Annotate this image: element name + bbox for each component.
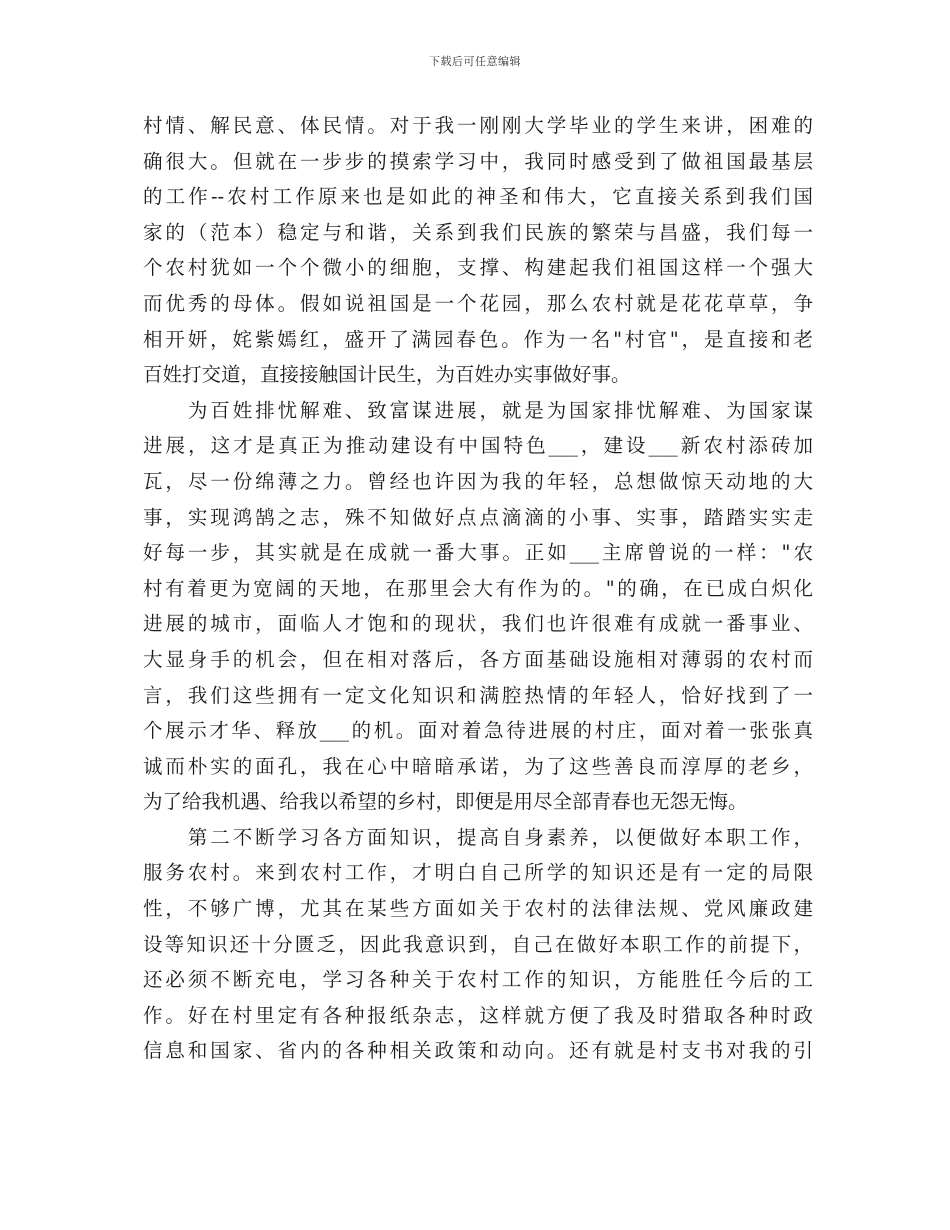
text-line: 信息和国家、省内的各种相关政策和动向。还有就是村支书对我的引 [143,1039,813,1063]
text-line: 服务农村。来到农村工作，才明白自己所学的知识还是有一定的局限 [143,861,813,885]
text-line: 瓦，尽一份绵薄之力。曾经也许因为我的年轻，总想做惊天动地的大 [143,469,813,493]
text-line: 第二不断学习各方面知识，提高自身素养，以便做好本职工作， [143,825,813,849]
paragraph-2 [143,393,813,820]
text-line: 事，实现鸿鹄之志，殊不知做好点点滴滴的小事、实事，踏踏实实走 [143,505,813,529]
text-line: 确很大。但就在一步步的摸索学习中，我同时感受到了做祖国最基层 [143,149,813,173]
text-line: 好每一步，其实就是在成就一番大事。正如___主席曾说的一样："农 [143,541,813,565]
text-line: 村有着更为宽阔的天地，在那里会大有作为的。"的确，在已成白炽化 [143,576,813,600]
text-line: 言，我们这些拥有一定文化知识和满腔热情的年轻人，恰好找到了一 [143,683,813,707]
text-line: 设等知识还十分匮乏，因此我意识到，自己在做好本职工作的前提下， [143,932,813,956]
text-line: 性，不够广博，尤其在某些方面如关于农村的法律法规、党风廉政建 [143,897,813,921]
text-line: 个展示才华、释放___的机。面对着急待进展的村庄，面对着一张张真 [143,719,813,743]
text-line: 为了给我机遇、给我以希望的乡村，即便是用尽全部青春也无怨无悔。 [143,790,748,814]
text-line: 村情、解民意、体民情。对于我一刚刚大学毕业的学生来讲，困难的 [143,114,813,137]
text-line: 进展的城市，面临人才饱和的现状，我们也许很难有成就一番事业、 [143,612,813,636]
text-line: 还必须不断充电，学习各种关于农村工作的知识，方能胜任今后的工 [143,968,813,992]
text-line: 个农村犹如一个个微小的细胞，支撑、构建起我们祖国这样一个强大 [143,256,813,280]
text-line: 进展，这才是真正为推动建设有中国特色___，建设___新农村添砖加 [143,434,813,458]
text-line: 大显身手的机会，但在相对落后，各方面基础设施相对薄弱的农村而 [143,647,813,671]
text-line: 百姓打交道，直接接触国计民生，为百姓办实事做好事。 [143,363,631,387]
text-line: 作。好在村里定有各种报纸杂志，这样就方便了我及时猎取各种时政 [143,1003,813,1027]
text-line: 而优秀的母体。假如说祖国是一个花园，那么农村就是花花草草，争 [143,291,813,315]
text-line: 家的（范本）稳定与和谐，关系到我们民族的繁荣与昌盛，我们每一 [143,220,813,244]
paragraph-3 [143,820,813,1069]
document-body [143,108,813,1069]
page-header: 下载后可任意编辑 [429,55,521,68]
paragraph-1 [143,108,813,393]
text-line: 诚而朴实的面孔，我在心中暗暗承诺，为了这些善良而淳厚的老乡， [143,754,813,778]
text-line: 的工作--农村工作原来也是如此的神圣和伟大，它直接关系到我们国 [143,185,813,209]
text-line: 为百姓排忧解难、致富谋进展，就是为国家排忧解难、为国家谋 [143,398,813,422]
text-line: 相开妍，姹紫嫣红，盛开了满园春色。作为一名"村官"，是直接和老 [143,327,813,351]
